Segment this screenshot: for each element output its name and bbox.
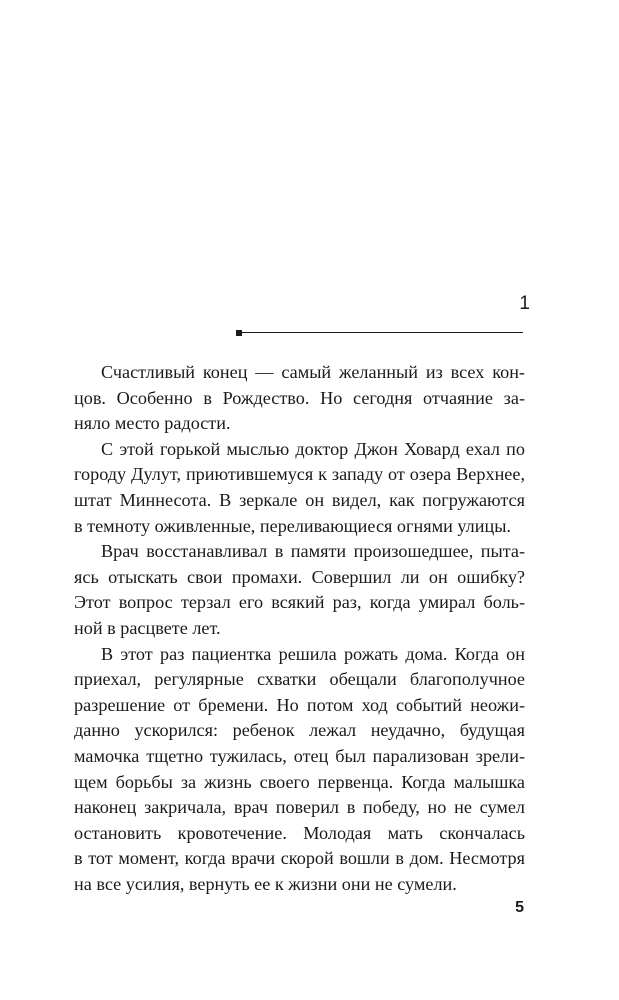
text-line: ясь отыскать свои промахи. Совершил ли он ошибку? <box>74 566 525 587</box>
text-line: данно ускорился: ребенок лежал неудачно, будущая <box>74 720 525 741</box>
text-line: разрешение от бремени. Но потом ход событий неожи- <box>74 694 525 715</box>
chapter-number: 1 <box>519 293 530 314</box>
page-number: 5 <box>515 899 524 916</box>
text-line: остановить кровотечение. Молодая мать скончалась <box>74 822 525 843</box>
text-line: мамочка тщетно тужилась, отец был парализован зрели- <box>74 745 525 766</box>
text-line: С этой горькой мыслью доктор Джон Ховард ехал по <box>101 438 525 459</box>
text-line: Врач восстанавливал в памяти произошедшее, пыта- <box>101 541 525 562</box>
text-line: в тот момент, когда врачи скорой вошли в дом. Несмотря <box>74 848 525 869</box>
text-line: щем борьбы за жизнь своего первенца. Когда малышка <box>74 771 525 792</box>
text-line: Этот вопрос терзал его всякий раз, когда умирал боль- <box>74 592 525 613</box>
text-line: штат Миннесота. В зеркале он видел, как погружаются <box>74 489 525 510</box>
text-line: ной в расцвете лет. <box>74 617 221 638</box>
text-line: приехал, регулярные схватки обещали благополучное <box>74 669 525 690</box>
paragraph <box>74 539 525 641</box>
text-line: Счастливый конец — самый желанный из всех кон- <box>101 362 525 382</box>
paragraph <box>74 437 525 539</box>
chapter-divider-marker <box>236 330 242 336</box>
text-line: няло место радости. <box>74 413 231 434</box>
paragraph <box>74 360 525 437</box>
text-line: наконец закричала, врач поверил в победу, но не сумел <box>74 797 525 818</box>
chapter-divider-rule <box>237 332 523 333</box>
text-line: городу Дулут, приютившемуся к западу от озера Верхнее, <box>74 464 525 485</box>
body-text <box>74 360 525 897</box>
text-line: на все усилия, вернуть ее к жизни они не сумели. <box>74 873 457 894</box>
paragraph <box>74 642 525 898</box>
text-line: В этот раз пациентка решила рожать дома. Когда он <box>101 643 525 664</box>
text-line: цов. Особенно в Рождество. Но сегодня отчаяние за- <box>74 387 525 408</box>
text-line: в темноту оживленные, переливающиеся огнями улицы. <box>74 515 511 536</box>
